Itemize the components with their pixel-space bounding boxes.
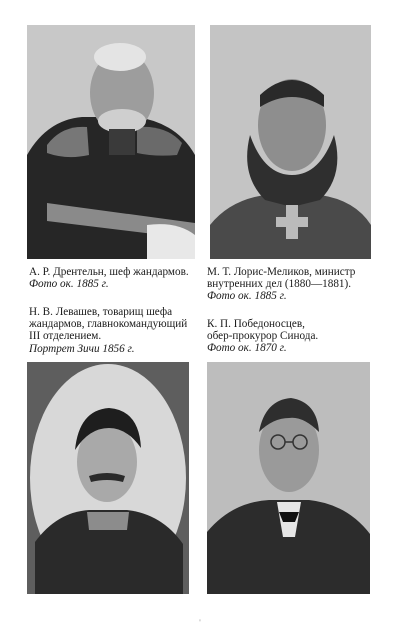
caption-loris-melikov bbox=[207, 266, 355, 303]
caption-loris-melikov-line2: внутренних дел (1880—1881). bbox=[207, 278, 352, 291]
caption-pobedonostsev-line1: К. П. Победоносцев, bbox=[207, 318, 305, 330]
portrait-loris-melikov-image bbox=[210, 25, 371, 259]
photo-drenteln bbox=[27, 25, 195, 259]
caption-levashev-line1: Н. В. Левашев, товарищ шефа bbox=[29, 306, 173, 318]
portrait-levashev-image bbox=[27, 362, 189, 594]
caption-pobedonostsev-line2: обер-прокурор Синода. bbox=[207, 330, 319, 343]
portrait-pobedonostsev-image bbox=[207, 362, 370, 594]
caption-loris-melikov-photo-note: Фото ок. 1885 г. bbox=[207, 290, 287, 303]
caption-levashev-line3: III отделением. bbox=[29, 330, 102, 343]
caption-levashev-photo-note: Портрет Зичи 1856 г. bbox=[29, 342, 135, 355]
caption-pobedonostsev-photo-note: Фото ок. 1870 г. bbox=[207, 342, 287, 355]
caption-levashev bbox=[29, 306, 187, 355]
portrait-drenteln-image bbox=[27, 25, 195, 259]
caption-drenteln-line1: А. Р. Дрентельн, шеф жандармов. bbox=[29, 266, 189, 278]
caption-loris-melikov-line1: М. Т. Лорис-Меликов, министр bbox=[207, 266, 356, 278]
caption-pobedonostsev bbox=[207, 318, 318, 355]
caption-drenteln-photo-note: Фото ок. 1885 г. bbox=[29, 278, 109, 291]
photo-pobedonostsev bbox=[207, 362, 370, 594]
photo-levashev bbox=[27, 362, 189, 594]
page-number: ' bbox=[199, 618, 201, 627]
photo-loris-melikov bbox=[210, 25, 371, 259]
caption-drenteln bbox=[29, 266, 189, 290]
caption-levashev-line2: жандармов, главнокомандующий bbox=[29, 318, 188, 331]
